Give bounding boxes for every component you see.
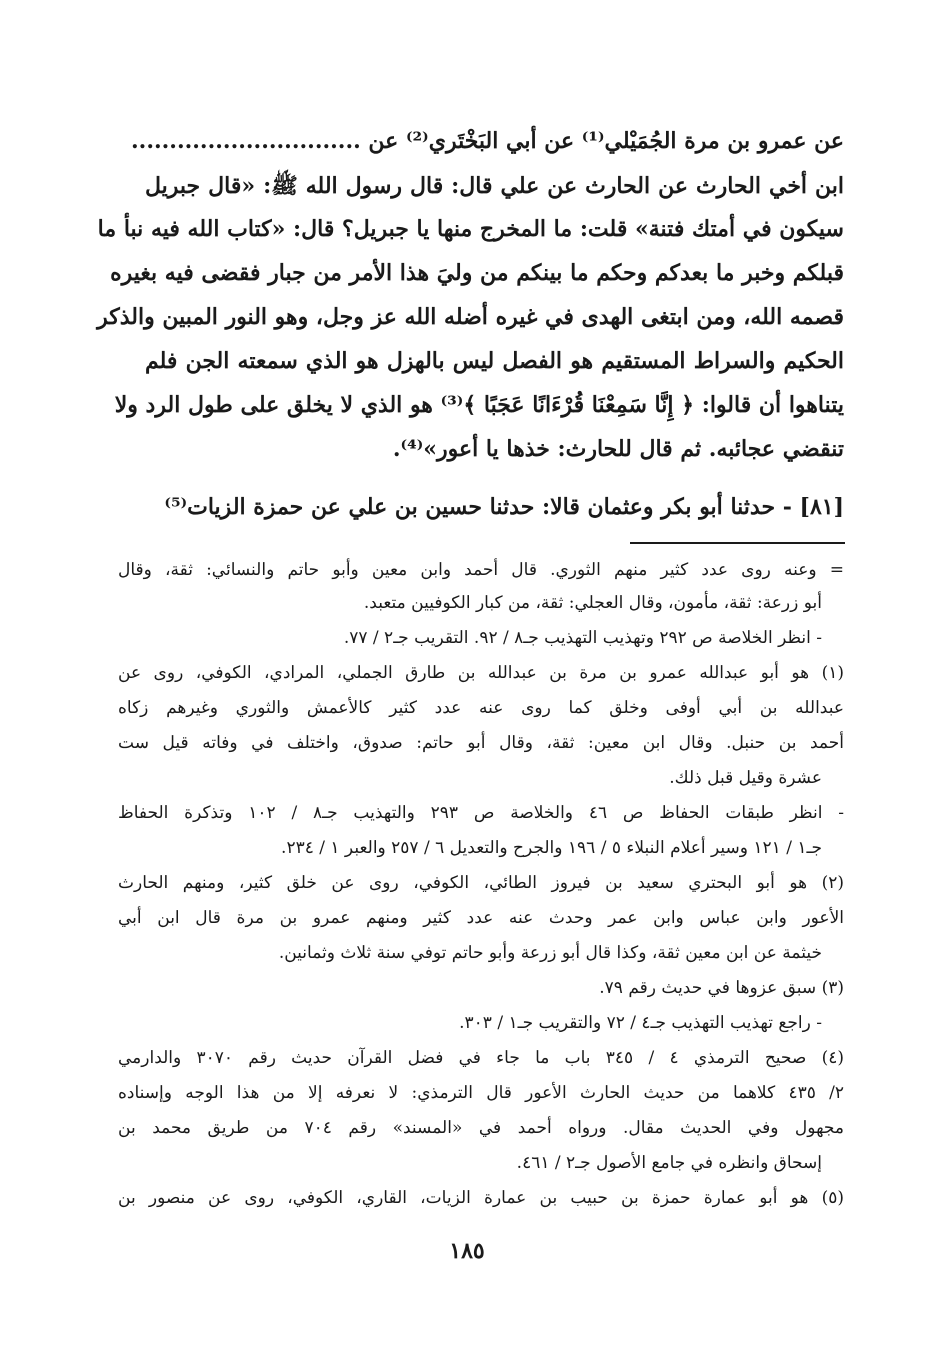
footnote-line-4: (١) هو أبو عبدالله عمرو بن مرة بن عبدالله بن طارق الجملي، المرادي، الكوفي، روى عن	[118, 663, 844, 683]
footnote-line-13: (٣) سبق عزوها في حديث رقم ٧٩.	[599, 978, 844, 998]
footnote-line-5: عبدالله بن أبي أوفى وخلق كما روى عنه عدد كثير كالأعمش والثوري وغيرهم زكاه	[118, 698, 844, 718]
footnote-line-1: = وعنه روى عدد كثير منهم الثوري. قال أحمد وابن معين وأبو حاتم والنسائي: ثقة، وقال	[118, 560, 844, 580]
main-line-2: ابن أخي الحارث عن الحارث عن علي قال: قال رسول الله ﷺ: «قال جبريل	[145, 173, 844, 199]
footnote-line-3: - انظر الخلاصة ص ٢٩٢ وتهذيب التهذيب جـ٨ / ٩٢. التقريب جـ٢ / ٧٧.	[343, 628, 822, 648]
main-line-4: قبلكم وخبر ما بعدكم وحكم ما بينكم من وليَ هذا الأمر من جبار فقضى فيه بغيره	[110, 260, 844, 286]
main-line-1: عن عمرو بن مرة الجُمَيْلي⁽¹⁾ عن أبي البَخْتَري⁽²⁾ عن ..............................	[131, 128, 844, 154]
footnote-line-17: مجهول وفي الحديث مقال. ورواه أحمد في «المسند» رقم ٧٠٤ من طريق محمد بن	[118, 1118, 844, 1138]
main-line-6: الحكيم والسراط المستقيم هو الفصل ليس بالهزل هو الذي سمعته الجن فلم	[145, 348, 844, 374]
main-line-7: يتناهوا أن قالوا: ﴿ إِنَّا سَمِعْنَا قُرْءَانًا عَجَبًا ﴾⁽³⁾ هو الذي لا يخلق على طول الرد ولا	[114, 392, 844, 418]
footnote-line-6: أحمد بن حنبل. وقال ابن معين: ثقة، وقال أبو حاتم: صدوق، واختلف في وفاته قيل ست	[118, 733, 844, 753]
footnote-line-18: إسحاق وانظره في جامع الأصول جـ٢ / ٤٦١.	[516, 1153, 822, 1173]
footnote-line-11: الأعور وابن عباس وابن عمر وحدث عنه عدد كثير ومنهم عمرو بن مرة قال ابن أبي	[118, 908, 844, 928]
footnote-line-16: ٢/ ٤٣٥ كلاهما من حديث الحارث الأعور قال الترمذي: لا نعرفه إلا من هذا الوجه وإسناده	[118, 1083, 844, 1103]
footnote-line-19: (٥) هو أبو عمارة حمزة بن حبيب بن عمارة الزيات، القاري، الكوفي، روى عن منصور بن	[118, 1188, 844, 1208]
footnote-line-7: عشرة وقيل قبل ذلك.	[669, 768, 822, 788]
page-number: ١٨٥	[449, 1238, 485, 1264]
footnote-line-12: خيثمة عن ابن معين ثقة، وكذا قال أبو زرعة وأبو حاتم توفي سنة ثلاث وثمانين.	[278, 943, 822, 963]
footnote-line-10: (٢) هو أبو البحتري سعيد بن فيروز الطائي، الكوفي، روى عن خلق كثير، ومنهم الحارث	[118, 873, 844, 893]
hadith-81-heading: [٨١] - حدثنا أبو بكر وعثمان قالا: حدثنا حسين بن علي عن حمزة الزيات⁽⁵⁾	[164, 494, 844, 520]
main-line-8: تنقضي عجائبه. ثم قال للحارث: خذها يا أعور»⁽⁴⁾.	[392, 436, 844, 462]
footnote-separator	[630, 542, 845, 544]
main-line-5: قصمه الله، ومن ابتغى الهدى في غيره أضله الله عز وجل، وهو النور المبين والذكر	[97, 304, 844, 330]
footnote-line-9: جـ١ / ١٢١ وسير أعلام النبلاء ٥ / ١٩٦ والجرح والتعديل ٦ / ٢٥٧ والعبر ١ / ٢٣٤.	[281, 838, 822, 858]
main-line-3: سيكون في أمتك فتنة» قلت: ما المخرج منها يا جبريل؟ قال: «كتاب الله فيه نبأ ما	[97, 216, 844, 242]
footnote-line-14: - راجع تهذيب التهذيب جـ٤ / ٧٢ والتقريب جـ١ / ٣٠٣.	[459, 1013, 822, 1033]
footnote-line-8: - انظر طبقات الحفاظ ص ٤٦ والخلاصة ص ٢٩٣ والتهذيب جـ٨ / ١٠٢ وتذكرة الحفاظ	[118, 803, 844, 823]
footnote-line-2: أبو زرعة: ثقة، مأمون، وقال العجلي: ثقة، من كبار الكوفيين متعبد.	[363, 593, 822, 613]
footnote-line-15: (٤) صحيح الترمذي ٤ / ٣٤٥ باب ما جاء في فضل القرآن حديث رقم ٣٠٧٠ والدارمي	[118, 1048, 844, 1068]
